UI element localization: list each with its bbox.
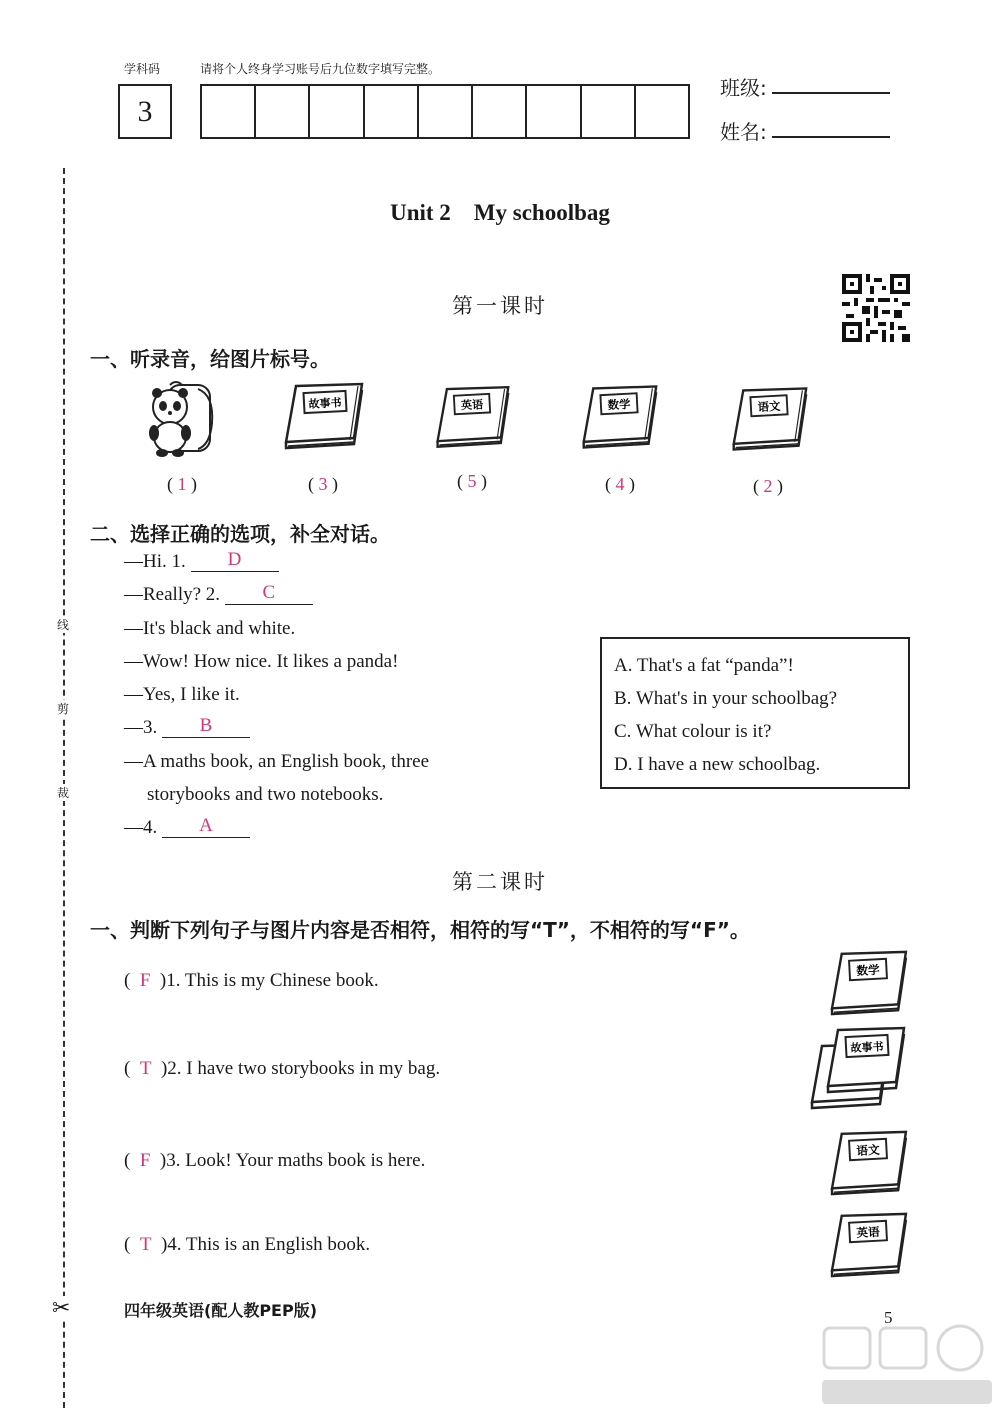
book-label: 英语 <box>856 1224 881 1240</box>
account-hint: 请将个人终身学习账号后九位数字填写完整。 <box>200 62 441 76</box>
digit-cell[interactable] <box>365 86 419 137</box>
dialogue-line: storybooks and two notebooks. <box>147 784 384 805</box>
account-digit-boxes[interactable] <box>200 84 690 139</box>
dialogue-line <box>124 584 313 607</box>
lesson1-title: 第一课时 <box>452 294 548 318</box>
judge-text: )4. This is an English book. <box>160 1234 371 1255</box>
dialogue-line: —Yes, I like it. <box>124 684 240 705</box>
lesson2-title: 第二课时 <box>452 870 548 894</box>
subject-code-box: 3 <box>118 84 172 139</box>
option-d: D. I have a new schoolbag. <box>614 754 821 775</box>
maths-book-icon <box>578 382 660 452</box>
judge-item: ( F )1. This is my Chinese book. <box>124 970 379 991</box>
judge-answer[interactable]: T <box>139 1058 152 1079</box>
options-box <box>600 637 910 789</box>
dialogue-answer[interactable]: C <box>225 582 313 605</box>
maths-book-icon <box>826 948 910 1018</box>
answer-paren[interactable]: ( 4 ) <box>605 474 635 494</box>
answer-value: 4 <box>615 474 625 494</box>
book-label: 数学 <box>856 962 881 978</box>
answer-value: 5 <box>467 471 477 491</box>
judge-item: ( T )2. I have two storybooks in my bag. <box>124 1058 441 1079</box>
judge-answer[interactable]: F <box>139 1150 151 1171</box>
subject-code-label: 学科码 <box>124 62 161 76</box>
cut-char: 裁 <box>54 784 72 801</box>
footer-book-name: 四年级英语(配人教PEP版) <box>124 1301 318 1320</box>
dialogue-line: —Wow! How nice. It likes a panda! <box>124 651 399 672</box>
chinese-book-icon <box>826 1128 910 1198</box>
judge-answer[interactable]: T <box>139 1234 152 1255</box>
cut-char: 剪 <box>54 700 72 717</box>
option-c: C. What colour is it? <box>614 721 772 742</box>
option-b: B. What's in your schoolbag? <box>614 688 838 709</box>
dialogue-line <box>124 551 279 574</box>
chinese-book-icon <box>728 384 810 454</box>
book-label: 语文 <box>757 398 781 415</box>
digit-cell[interactable] <box>256 86 310 137</box>
dialogue-answer[interactable]: D <box>191 549 279 572</box>
lesson2-part1-heading: 一、判断下列句子与图片内容是否相符，相符的写“T”，不相符的写“F”。 <box>90 918 750 942</box>
lesson1-part1-heading: 一、听录音，给图片标号。 <box>90 347 330 371</box>
digit-cell[interactable] <box>202 86 256 137</box>
storybook-icon <box>280 380 366 452</box>
english-book-icon <box>826 1210 910 1280</box>
dialogue-answer[interactable]: B <box>162 715 250 738</box>
answer-value: 2 <box>763 476 773 496</box>
digit-cell[interactable] <box>310 86 364 137</box>
name-label: 姓名: <box>720 120 767 144</box>
name-blank[interactable] <box>772 136 890 138</box>
cut-char: 线 <box>54 616 72 633</box>
class-blank[interactable] <box>772 92 890 94</box>
two-storybooks-icon <box>810 1026 910 1112</box>
digit-cell[interactable] <box>527 86 581 137</box>
answer-paren[interactable]: ( 5 ) <box>457 471 487 491</box>
dialogue-text: —Hi. 1. <box>124 551 186 572</box>
digit-cell[interactable] <box>582 86 636 137</box>
lesson1-part2-heading: 二、选择正确的选项，补全对话。 <box>90 522 390 546</box>
book-label: 故事书 <box>308 396 342 411</box>
answer-value: 3 <box>318 474 328 494</box>
scissors-icon: ✂ <box>52 1296 71 1321</box>
english-book-icon <box>432 382 512 452</box>
page-number: 5 <box>884 1308 893 1327</box>
book-label: 故事书 <box>850 1040 884 1055</box>
judge-text: )1. This is my Chinese book. <box>159 970 379 991</box>
digit-cell[interactable] <box>636 86 688 137</box>
judge-answer[interactable]: F <box>139 970 151 991</box>
book-label: 数学 <box>607 396 631 413</box>
dialogue-text: —Really? 2. <box>124 584 221 605</box>
dialogue-line <box>124 817 250 840</box>
judge-text: )2. I have two storybooks in my bag. <box>160 1058 441 1079</box>
digit-cell[interactable] <box>419 86 473 137</box>
dialogue-line <box>124 717 250 740</box>
dialogue-answer[interactable]: A <box>162 815 250 838</box>
judge-text: )3. Look! Your maths book is here. <box>159 1150 426 1171</box>
judge-item: ( T )4. This is an English book. <box>124 1234 371 1255</box>
dialogue-text: —3. <box>124 717 158 738</box>
book-label: 语文 <box>856 1142 881 1158</box>
class-label: 班级: <box>720 76 767 100</box>
answer-value: 1 <box>177 474 187 494</box>
watermark-logo-icon <box>818 1320 996 1410</box>
book-label: 英语 <box>460 398 484 413</box>
answer-paren[interactable]: ( 3 ) <box>308 474 338 494</box>
dialogue-line: —It's black and white. <box>124 618 296 639</box>
digit-cell[interactable] <box>473 86 527 137</box>
judge-item: ( F )3. Look! Your maths book is here. <box>124 1150 426 1171</box>
dialogue-line: —A maths book, an English book, three <box>124 751 430 772</box>
unit-title: Unit 2 My schoolbag <box>390 200 610 225</box>
dialogue-text: —4. <box>124 817 158 838</box>
answer-paren[interactable]: ( 2 ) <box>753 476 783 496</box>
option-a: A. That's a fat “panda”! <box>614 655 794 676</box>
answer-paren[interactable]: ( 1 ) <box>167 474 197 494</box>
panda-schoolbag-icon <box>146 377 220 459</box>
